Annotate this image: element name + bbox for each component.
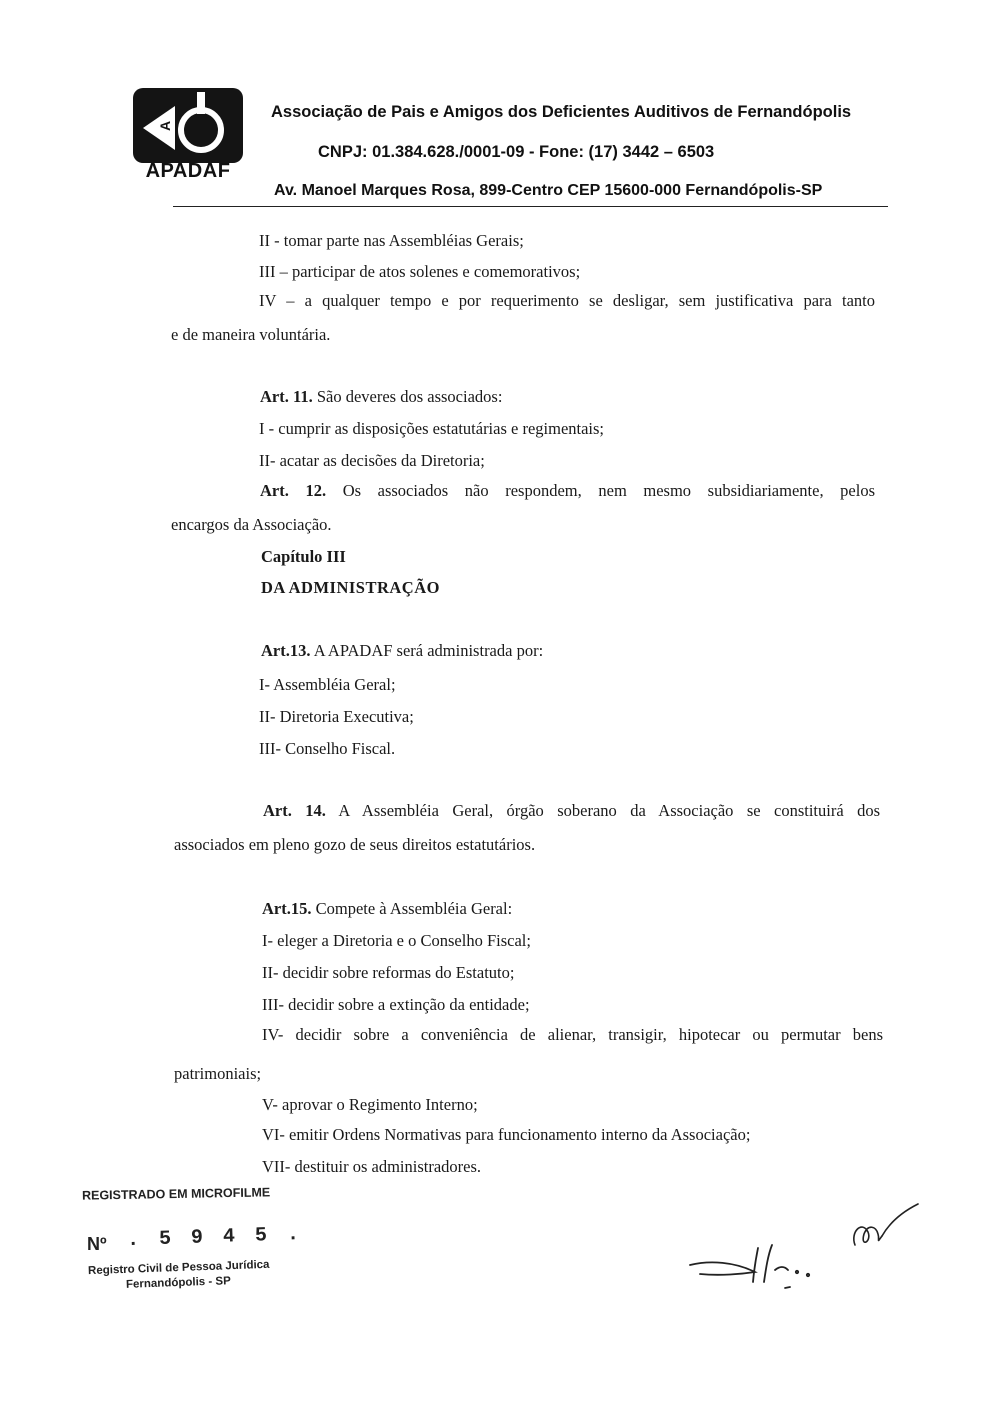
stamp-number-label: Nº [87,1234,107,1254]
microfilm-stamp-title: REGISTRADO EM MICROFILME [81,1185,271,1203]
text-line: IV- decidir sobre a conveniência de alienar, transigir, hipotecar ou permutar bens [262,1025,883,1044]
article-12 [260,481,875,501]
text-line: encargos da Associação. [171,515,332,534]
text-line: I - cumprir as disposições estatutárias e regimentais; [259,419,605,438]
text-line: III- decidir sobre a extinção da entidade; [262,995,530,1014]
signature-right [854,1204,918,1245]
article-11 [260,387,502,407]
text-line: associados em pleno gozo de seus direitos estatutários. [174,835,536,854]
article-text: Compete à Assembléia Geral: [311,899,513,918]
address: Av. Manoel Marques Rosa, 899-Centro CEP 15600-000 Fernandópolis-SP [274,182,823,199]
cnpj-phone: CNPJ: 01.384.628./0001-09 - Fone: (17) 3442 – 6503 [318,143,715,161]
text-line: patrimoniais; [174,1064,262,1083]
logo-text: APADAF [145,160,231,182]
header-divider [173,206,888,207]
text-line: II - tomar parte nas Assembléias Gerais; [259,231,524,250]
text-line: V- aprovar o Regimento Interno; [262,1095,478,1114]
text-line: II- decidir sobre reformas do Estatuto; [262,963,515,982]
article-label: Art.15. [262,899,312,918]
organization-name: Associação de Pais e Amigos dos Deficientes Auditivos de Fernandópolis [271,103,852,121]
apadaf-logo [133,88,243,183]
chapter-number: Capítulo III [261,547,346,566]
article-label: Art. 14. [263,801,326,820]
stamp-number-value: . 5 9 4 5 . [126,1222,304,1253]
article-label: Art. 12. [260,481,327,500]
text-line: III – participar de atos solenes e comemorativos; [259,262,581,281]
stamp-registry: Registro Civil de Pessoa Jurídica [87,1258,270,1278]
text-line: I- Assembléia Geral; [259,675,396,694]
article-14 [263,801,880,821]
signature-left [690,1245,809,1288]
article-text: São deveres dos associados: [312,387,503,406]
article-text: A APADAF será administrada por: [310,641,544,660]
text-line: II- Diretoria Executiva; [259,707,414,726]
article-label: Art.13. [261,641,311,660]
stamp-city: Fernandópolis - SP [125,1275,231,1291]
svg-text:A: A [157,120,173,131]
article-text: Os associados não respondem, nem mesmo subsidiariamente, pelos [326,481,876,500]
article-13 [261,641,543,661]
text-line: IV – a qualquer tempo e por requerimento se desligar, sem justificativa para tanto [259,291,875,310]
ear-logo-icon [133,88,243,163]
article-label: Art. 11. [260,387,313,406]
text-line: I- eleger a Diretoria e o Conselho Fiscal; [262,931,531,950]
article-15 [262,899,512,919]
text-line: II- acatar as decisões da Diretoria; [259,451,485,470]
text-line: VI- emitir Ordens Normativas para funcionamento interno da Associação; [262,1125,751,1144]
article-text: A Assembléia Geral, órgão soberano da Associação se constituirá dos [325,801,880,820]
text-line: e de maneira voluntária. [171,325,331,344]
signature-marks [680,1190,930,1300]
text-line: III- Conselho Fiscal. [259,739,396,758]
text-line: VII- destituir os administradores. [262,1157,482,1176]
chapter-title: DA ADMINISTRAÇÃO [261,578,440,597]
